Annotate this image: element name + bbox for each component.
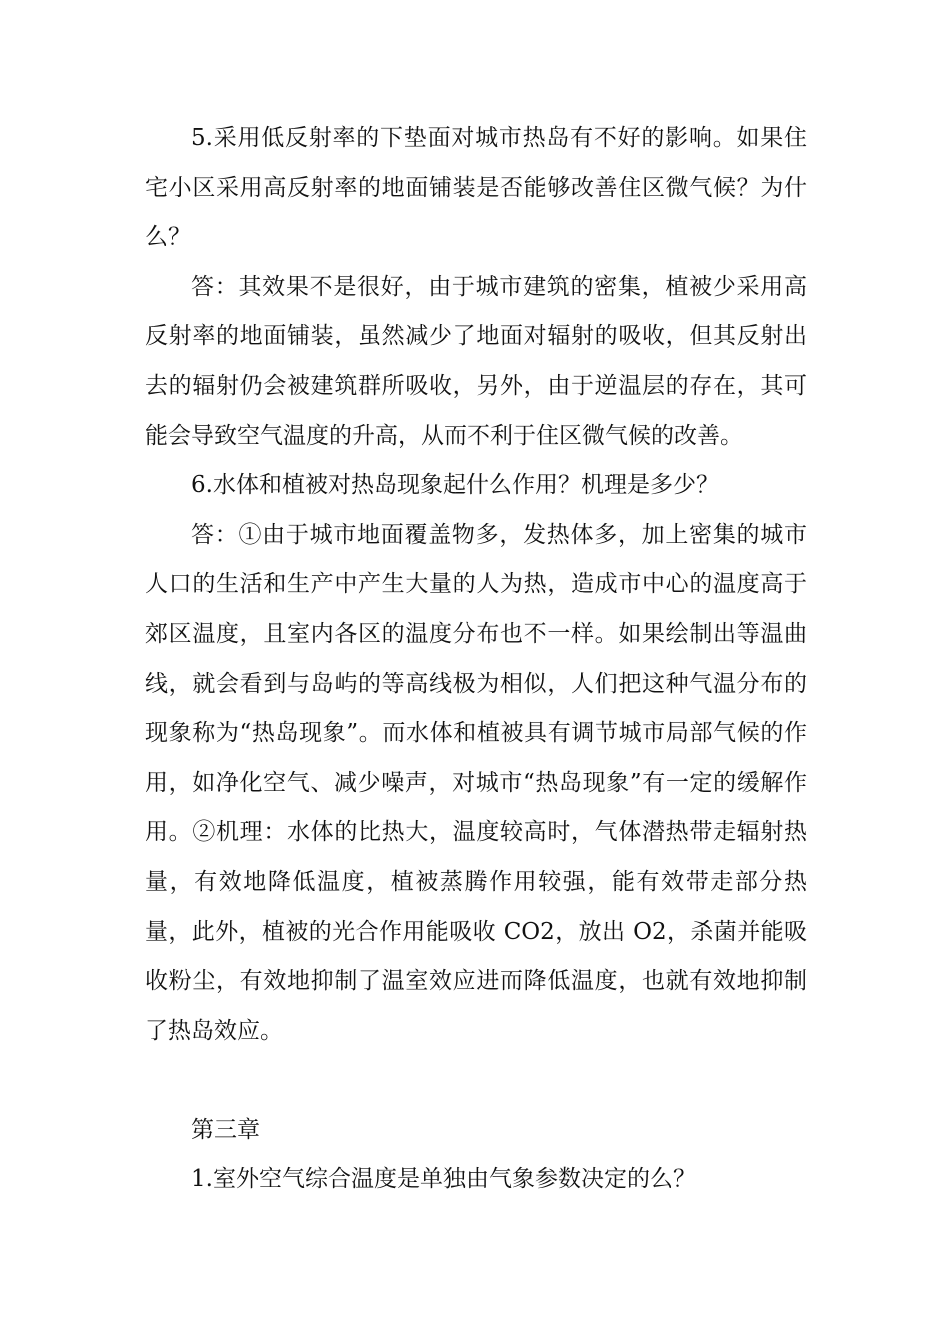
answer-6: 答：①由于城市地面覆盖物多，发热体多，加上密集的城市人口的生活和生产中产生大量的人为热，造成市中心的温度高于郊区温度，且室内各区的温度分布也不一样。如果绘制出等温曲线，就会看到与岛屿的等高线极为相似，人们把这种气温分布的现象称为“热岛现象”。而水体和植被具有调节城市局部气候的作用，如净化空气、减少噪声，对城市“热岛现象”有一定的缓解作用。②机理：水体的比热大，温度较高时，气体潜热带走辐射热量，有效地降低温度，植被蒸腾作用较强，能有效带走部分热量，此外，植被的光合作用能吸收 CO2，放出 O2，杀菌并能吸收粉尘，有效地抑制了温室效应进而降低温度，也就有效地抑制了热岛效应。 [145, 521, 807, 1044]
chapter-heading: 第三章 [191, 1116, 260, 1143]
answer-5: 答：其效果不是很好，由于城市建筑的密集，植被少采用高反射率的地面铺装，虽然减少了地面对辐射的吸收，但其反射出去的辐射仍会被建筑群所吸收，另外，由于逆温层的存在，其可能会导致空气温度的升高，从而不利于住区微气候的改善。 [145, 273, 807, 449]
chapter3-question-1: 1.室外空气综合温度是单独由气象参数决定的么？ [191, 1166, 696, 1193]
question-5: 5.采用低反射率的下垫面对城市热岛有不好的影响。如果住宅小区采用高反射率的地面铺装是否能够改善住区微气候？为什么？ [145, 125, 807, 251]
question-6: 6.水体和植被对热岛现象起什么作用？机理是多少？ [191, 472, 719, 499]
section-spacer [145, 1056, 807, 1106]
document-body [145, 114, 807, 1205]
